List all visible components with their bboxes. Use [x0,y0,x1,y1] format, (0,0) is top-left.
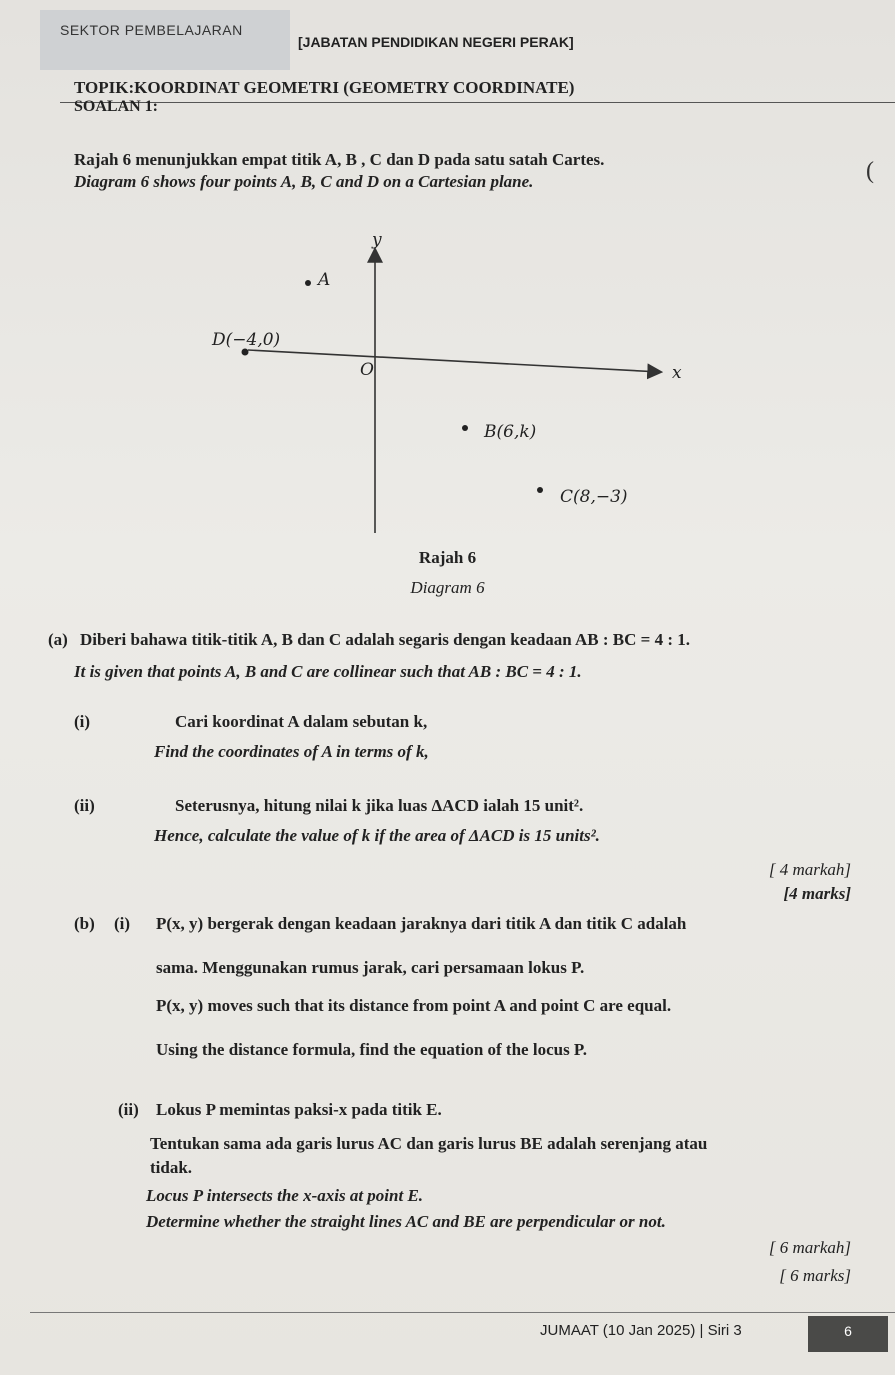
part-b-ii-malay-2: Tentukan sama ada garis lurus AC dan garis lurus BE adalah serenjang atau [150,1134,708,1153]
diagram-caption-english: Diagram 6 [410,578,485,597]
footer-date-series: JUMAAT (10 Jan 2025) | Siri 3 [540,1322,742,1339]
point-c-label: C(8,−3) [560,487,628,507]
part-a-ii-label: (ii) [74,796,95,815]
point-c-dot [537,487,543,493]
part-b-marks-malay: [ 6 markah] [768,1238,851,1257]
point-a-label: A [318,270,331,290]
part-b-i-english-2: Using the distance formula, find the equation of the locus P. [156,1040,588,1059]
part-b-ii-label: (ii) [118,1100,139,1119]
part-a-marks-malay: [ 4 markah] [768,860,851,879]
part-b-i-malay-1: P(x, y) bergerak dengan keadaan jaraknya dari titik A dan titik C adalah [156,914,687,933]
footer-divider [30,1312,895,1313]
intro-english: Diagram 6 shows four points A, B, C and D on a Cartesian plane. [74,172,534,191]
x-axis [248,350,660,372]
question-number: SOALAN 1: [74,98,159,115]
topic-title: TOPIK:KOORDINAT GEOMETRI (GEOMETRY COORDINATE) [74,78,575,97]
origin-label: O [360,360,374,380]
stray-mark: ( [866,158,874,184]
part-b-label: (b) [74,914,95,933]
part-b-ii-malay-3: tidak. [150,1158,193,1177]
cartesian-diagram [0,0,895,600]
part-b-i-label: (i) [114,914,131,933]
x-axis-label: x [672,363,682,383]
page-number: 6 [808,1316,888,1352]
point-d-label: D(−4,0) [212,330,281,350]
part-a-marks-english: [4 marks] [783,884,851,903]
part-a-ii-english: Hence, calculate the value of k if the area of ΔACD is 15 units². [154,826,600,845]
part-a-ii-malay: Seterusnya, hitung nilai k jika luas ΔACD ialah 15 unit². [175,796,584,815]
y-axis-label: y [372,230,382,250]
diagram-caption-malay: Rajah 6 [418,548,477,567]
part-b-i-english-1: P(x, y) moves such that its distance from point A and point C are equal. [156,996,672,1015]
point-b-dot [462,425,468,431]
part-a-i-english: Find the coordinates of A in terms of k, [154,742,429,761]
part-b-ii-malay-1: Lokus P memintas paksi-x pada titik E. [156,1100,442,1119]
part-a-english: It is given that points A, B and C are collinear such that AB : BC = 4 : 1. [74,662,582,681]
part-b-marks-english: [ 6 marks] [779,1266,851,1285]
part-a-i-malay: Cari koordinat A dalam sebutan k, [175,712,428,731]
part-a-i-label: (i) [74,712,91,731]
part-b-ii-english-2: Determine whether the straight lines AC and BE are perpendicular or not. [146,1212,666,1231]
part-a-label: (a) [48,630,68,649]
part-b-i-malay-2: sama. Menggunakan rumus jarak, cari persamaan lokus P. [156,958,585,977]
department-label: [JABATAN PENDIDIKAN NEGERI PERAK] [298,34,574,50]
part-a-malay: Diberi bahawa titik-titik A, B dan C adalah segaris dengan keadaan AB : BC = 4 : 1. [80,630,690,649]
intro-malay: Rajah 6 menunjukkan empat titik A, B , C dan D pada satu satah Cartes. [74,150,605,169]
sector-label: SEKTOR PEMBELAJARAN [60,22,243,38]
point-a-dot [305,280,311,286]
point-b-label: B(6,k) [484,422,537,442]
part-b-ii-english-1: Locus P intersects the x-axis at point E. [146,1186,424,1205]
